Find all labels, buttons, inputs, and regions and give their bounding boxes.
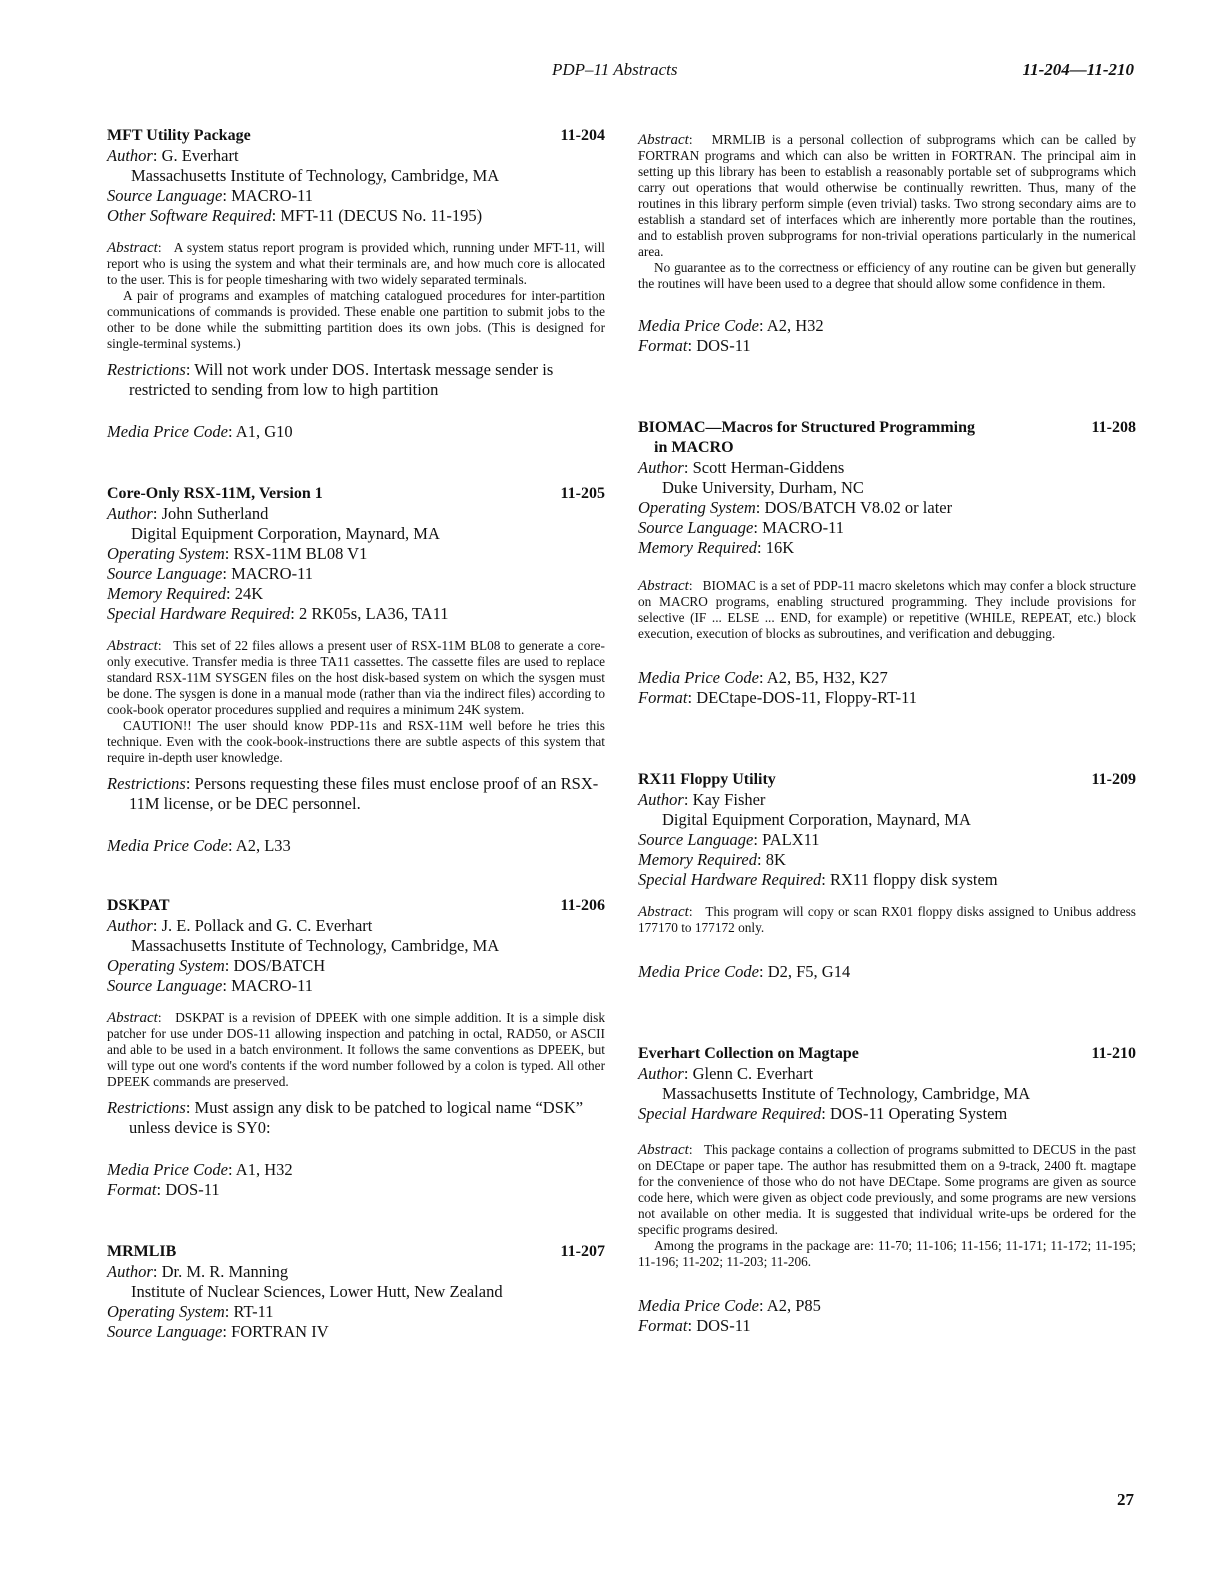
entry-number: 11-210 <box>1091 1045 1136 1062</box>
affiliation: Massachusetts Institute of Technology, Cambridge, MA <box>131 936 500 955</box>
author-field: Author: John Sutherland <box>107 504 269 523</box>
author-field: Author: Glenn C. Everhart <box>638 1064 814 1083</box>
special-hardware-field: Special Hardware Required: RX11 floppy disk system <box>638 870 998 889</box>
author-field: Author: Scott Herman-Giddens <box>638 458 845 477</box>
entry-title: MFT Utility Package <box>107 127 251 144</box>
source-language-field: Source Language: PALX11 <box>638 830 820 849</box>
media-price-field: Media Price Code: A1, H32 <box>107 1160 293 1179</box>
source-language-field: Source Language: MACRO-11 <box>107 186 313 205</box>
affiliation: Duke University, Durham, NC <box>662 478 864 497</box>
media-price-field: Media Price Code: A2, H32 <box>638 316 824 335</box>
running-title: PDP–11 Abstracts <box>552 60 678 79</box>
affiliation: Massachusetts Institute of Technology, Cambridge, MA <box>131 166 500 185</box>
left-column <box>107 126 605 1342</box>
entry-11-206 <box>107 896 605 1200</box>
memory-field: Memory Required: 8K <box>638 850 786 869</box>
media-price-field: Media Price Code: A2, B5, H32, K27 <box>638 668 888 687</box>
author-field: Author: Dr. M. R. Manning <box>107 1262 289 1281</box>
operating-system-field: Operating System: RT-11 <box>107 1302 274 1321</box>
source-language-field: Source Language: MACRO-11 <box>107 564 313 583</box>
author-field: Author: J. E. Pollack and G. C. Everhart <box>107 916 373 935</box>
entry-heading <box>638 418 1136 458</box>
author-field: Author: Kay Fisher <box>638 790 766 809</box>
media-price-field: Media Price Code: A2, P85 <box>638 1296 821 1315</box>
abstract: Abstract: DSKPAT is a revision of DPEEK with one simple addition. It is a simple disk patcher for use under DOS-11 allowing inspection and patching in octal, RAD50, or ASCII and able to be used in a batch environment. It follows the same conventions as DPEEK, but will type out one word's contents if the word number followed by a colon is typed. All other DPEEK commands are preserved. <box>107 1010 605 1089</box>
restrictions-field: Restrictions: Will not work under DOS. Intertask message sender is restricted to sending from low to high partition <box>107 360 554 399</box>
entry-11-207 <box>107 1242 605 1342</box>
abstract: Abstract: A system status report program is provided which, running under MFT-11, will report who is using the system and what their terminals are, and how much core is allocated to the user. This is for people timesharing with two widely separated terminals. A pair of programs and examples of matching catalogued procedures for inter-partition communications of commands is provided. These enable one partition to submit jobs to the other to be done while the submitting partition does its own jobs. (This is designed for single-terminal systems.) <box>107 240 605 351</box>
abstract: Abstract: MRMLIB is a personal collection of subprograms which can be called by FORTRAN programs and which can also be written in FORTRAN. The principal aim in setting up this library has been to establish a reasonably portable set of subprograms which carry out operations that would otherwise be continually rewritten. Thus, many of the routines in this library perform simple (even trivial) tasks. Two strong secondary aims are to establish a standard set of interfaces which are inherently more portable than the routines, and to establish proven subprograms for non-trivial operations particularly in the numerical area. No guarantee as to the correctness or efficiency of any routine can be given but generally the routines will have been used to a degree that should allow some confidence in them. <box>638 132 1136 291</box>
source-language-field: Source Language: MACRO-11 <box>638 518 844 537</box>
entry-title: Everhart Collection on Magtape <box>638 1045 859 1062</box>
media-price-field: Media Price Code: D2, F5, G14 <box>638 962 851 981</box>
entry-11-208 <box>638 418 1136 708</box>
format-field: Format: DOS-11 <box>638 336 751 355</box>
operating-system-field: Operating System: DOS/BATCH <box>107 956 326 975</box>
affiliation: Digital Equipment Corporation, Maynard, MA <box>131 524 440 543</box>
entry-title: BIOMAC—Macros for Structured Programming in MACRO <box>638 419 975 456</box>
restrictions-field: Restrictions: Must assign any disk to be patched to logical name “DSK” unless device is SY0: <box>107 1098 584 1137</box>
entry-heading <box>107 126 605 146</box>
operating-system-field: Operating System: RSX-11M BL08 V1 <box>107 544 368 563</box>
entry-11-210 <box>638 1044 1136 1336</box>
memory-field: Memory Required: 24K <box>107 584 264 603</box>
affiliation: Massachusetts Institute of Technology, Cambridge, MA <box>662 1084 1031 1103</box>
source-language-field: Source Language: FORTRAN IV <box>107 1322 329 1341</box>
special-hardware-field: Special Hardware Required: 2 RK05s, LA36, TA11 <box>107 604 449 623</box>
operating-system-field: Operating System: DOS/BATCH V8.02 or later <box>638 498 953 517</box>
media-price-field: Media Price Code: A1, G10 <box>107 422 293 441</box>
page-number: 27 <box>1117 1490 1134 1509</box>
entry-number: 11-204 <box>560 127 605 144</box>
entry-number: 11-208 <box>1091 419 1136 436</box>
entry-11-209 <box>638 770 1136 982</box>
entry-title: Core-Only RSX-11M, Version 1 <box>107 485 323 502</box>
author-field: Author: G. Everhart <box>107 146 239 165</box>
entry-heading <box>107 896 605 916</box>
abstract: Abstract: BIOMAC is a set of PDP-11 macro skeletons which may confer a block structure on MACRO programs, enabling structured programming. They include provisions for selective (IF ... ELSE ... END, for example) or repetitive (WHILE, REPEAT, etc.) block execution, execution of blocks as subroutines, and verification and debugging. <box>638 578 1137 641</box>
special-hardware-field: Special Hardware Required: DOS-11 Operating System <box>638 1104 1008 1123</box>
entry-title: MRMLIB <box>107 1243 177 1260</box>
format-field: Format: DECtape-DOS-11, Floppy-RT-11 <box>638 688 918 707</box>
entry-heading <box>107 484 605 504</box>
entry-title: DSKPAT <box>107 897 170 914</box>
entry-11-204 <box>107 126 605 442</box>
entry-number: 11-207 <box>560 1243 605 1260</box>
abstract: Abstract: This program will copy or scan RX01 floppy disks assigned to Unibus address 177170 to 177172 only. <box>638 904 1136 935</box>
source-language-field: Source Language: MACRO-11 <box>107 976 313 995</box>
entry-heading <box>638 770 1136 790</box>
media-price-field: Media Price Code: A2, L33 <box>107 836 291 855</box>
right-column <box>638 126 1136 1336</box>
affiliation: Institute of Nuclear Sciences, Lower Hutt, New Zealand <box>131 1282 503 1301</box>
author-value: G. Everhart <box>161 146 239 165</box>
format-field: Format: DOS-11 <box>107 1180 220 1199</box>
affiliation: Digital Equipment Corporation, Maynard, MA <box>662 810 971 829</box>
abstract: Abstract: This set of 22 files allows a present user of RSX-11M BL08 to generate a core-only executive. Transfer media is three TA11 cassettes. The cassette files are used to replace standard RSX-11M SYSGEN files on the host disk-based system on which the sysgen must be done. The sysgen is done in a manual mode (rather than via the indirect files) according to cook-book operator procedures supplied and requires a minimum 24K system. CAUTION!! The user should know PDP-11s and RSX-11M well before he tries this technique. Even with the cook-book-instructions there are subtle aspects of this system that require in-depth user knowledge. <box>107 638 605 765</box>
page-header <box>0 60 1224 84</box>
memory-field: Memory Required: 16K <box>638 538 795 557</box>
entry-heading <box>638 1044 1136 1064</box>
other-software-field: Other Software Required: MFT-11 (DECUS No. 11-195) <box>107 206 483 225</box>
restrictions-field: Restrictions: Persons requesting these files must enclose proof of an RSX-11M license, or be DEC personnel. <box>107 774 599 813</box>
entry-range: 11-204—11-210 <box>1022 60 1134 79</box>
entry-number: 11-206 <box>560 897 605 914</box>
entry-heading <box>107 1242 605 1262</box>
entry-11-205 <box>107 484 605 856</box>
entry-title: RX11 Floppy Utility <box>638 771 776 788</box>
entry-number: 11-209 <box>1091 771 1136 788</box>
abstract: Abstract: This package contains a collection of programs submitted to DECUS in the past on DECtape or paper tape. The author has resubmitted them on a 9-track, 2400 ft. magtape for the convenience of those who do not have DECtape. Some programs are given as source code here, which were given as object code previously, and some programs are new versions not available on other media. It is suggested that individual write-ups be ordered for the specific programs desired. Among the programs in the package are: 11-70; 11-106; 11-156; 11-171; 11-172; 11-195; 11-196; 11-202; 11-203; 11-206. <box>638 1142 1136 1269</box>
entry-number: 11-205 <box>560 485 605 502</box>
format-field: Format: DOS-11 <box>638 1316 751 1335</box>
entry-11-207-continued <box>638 132 1136 356</box>
